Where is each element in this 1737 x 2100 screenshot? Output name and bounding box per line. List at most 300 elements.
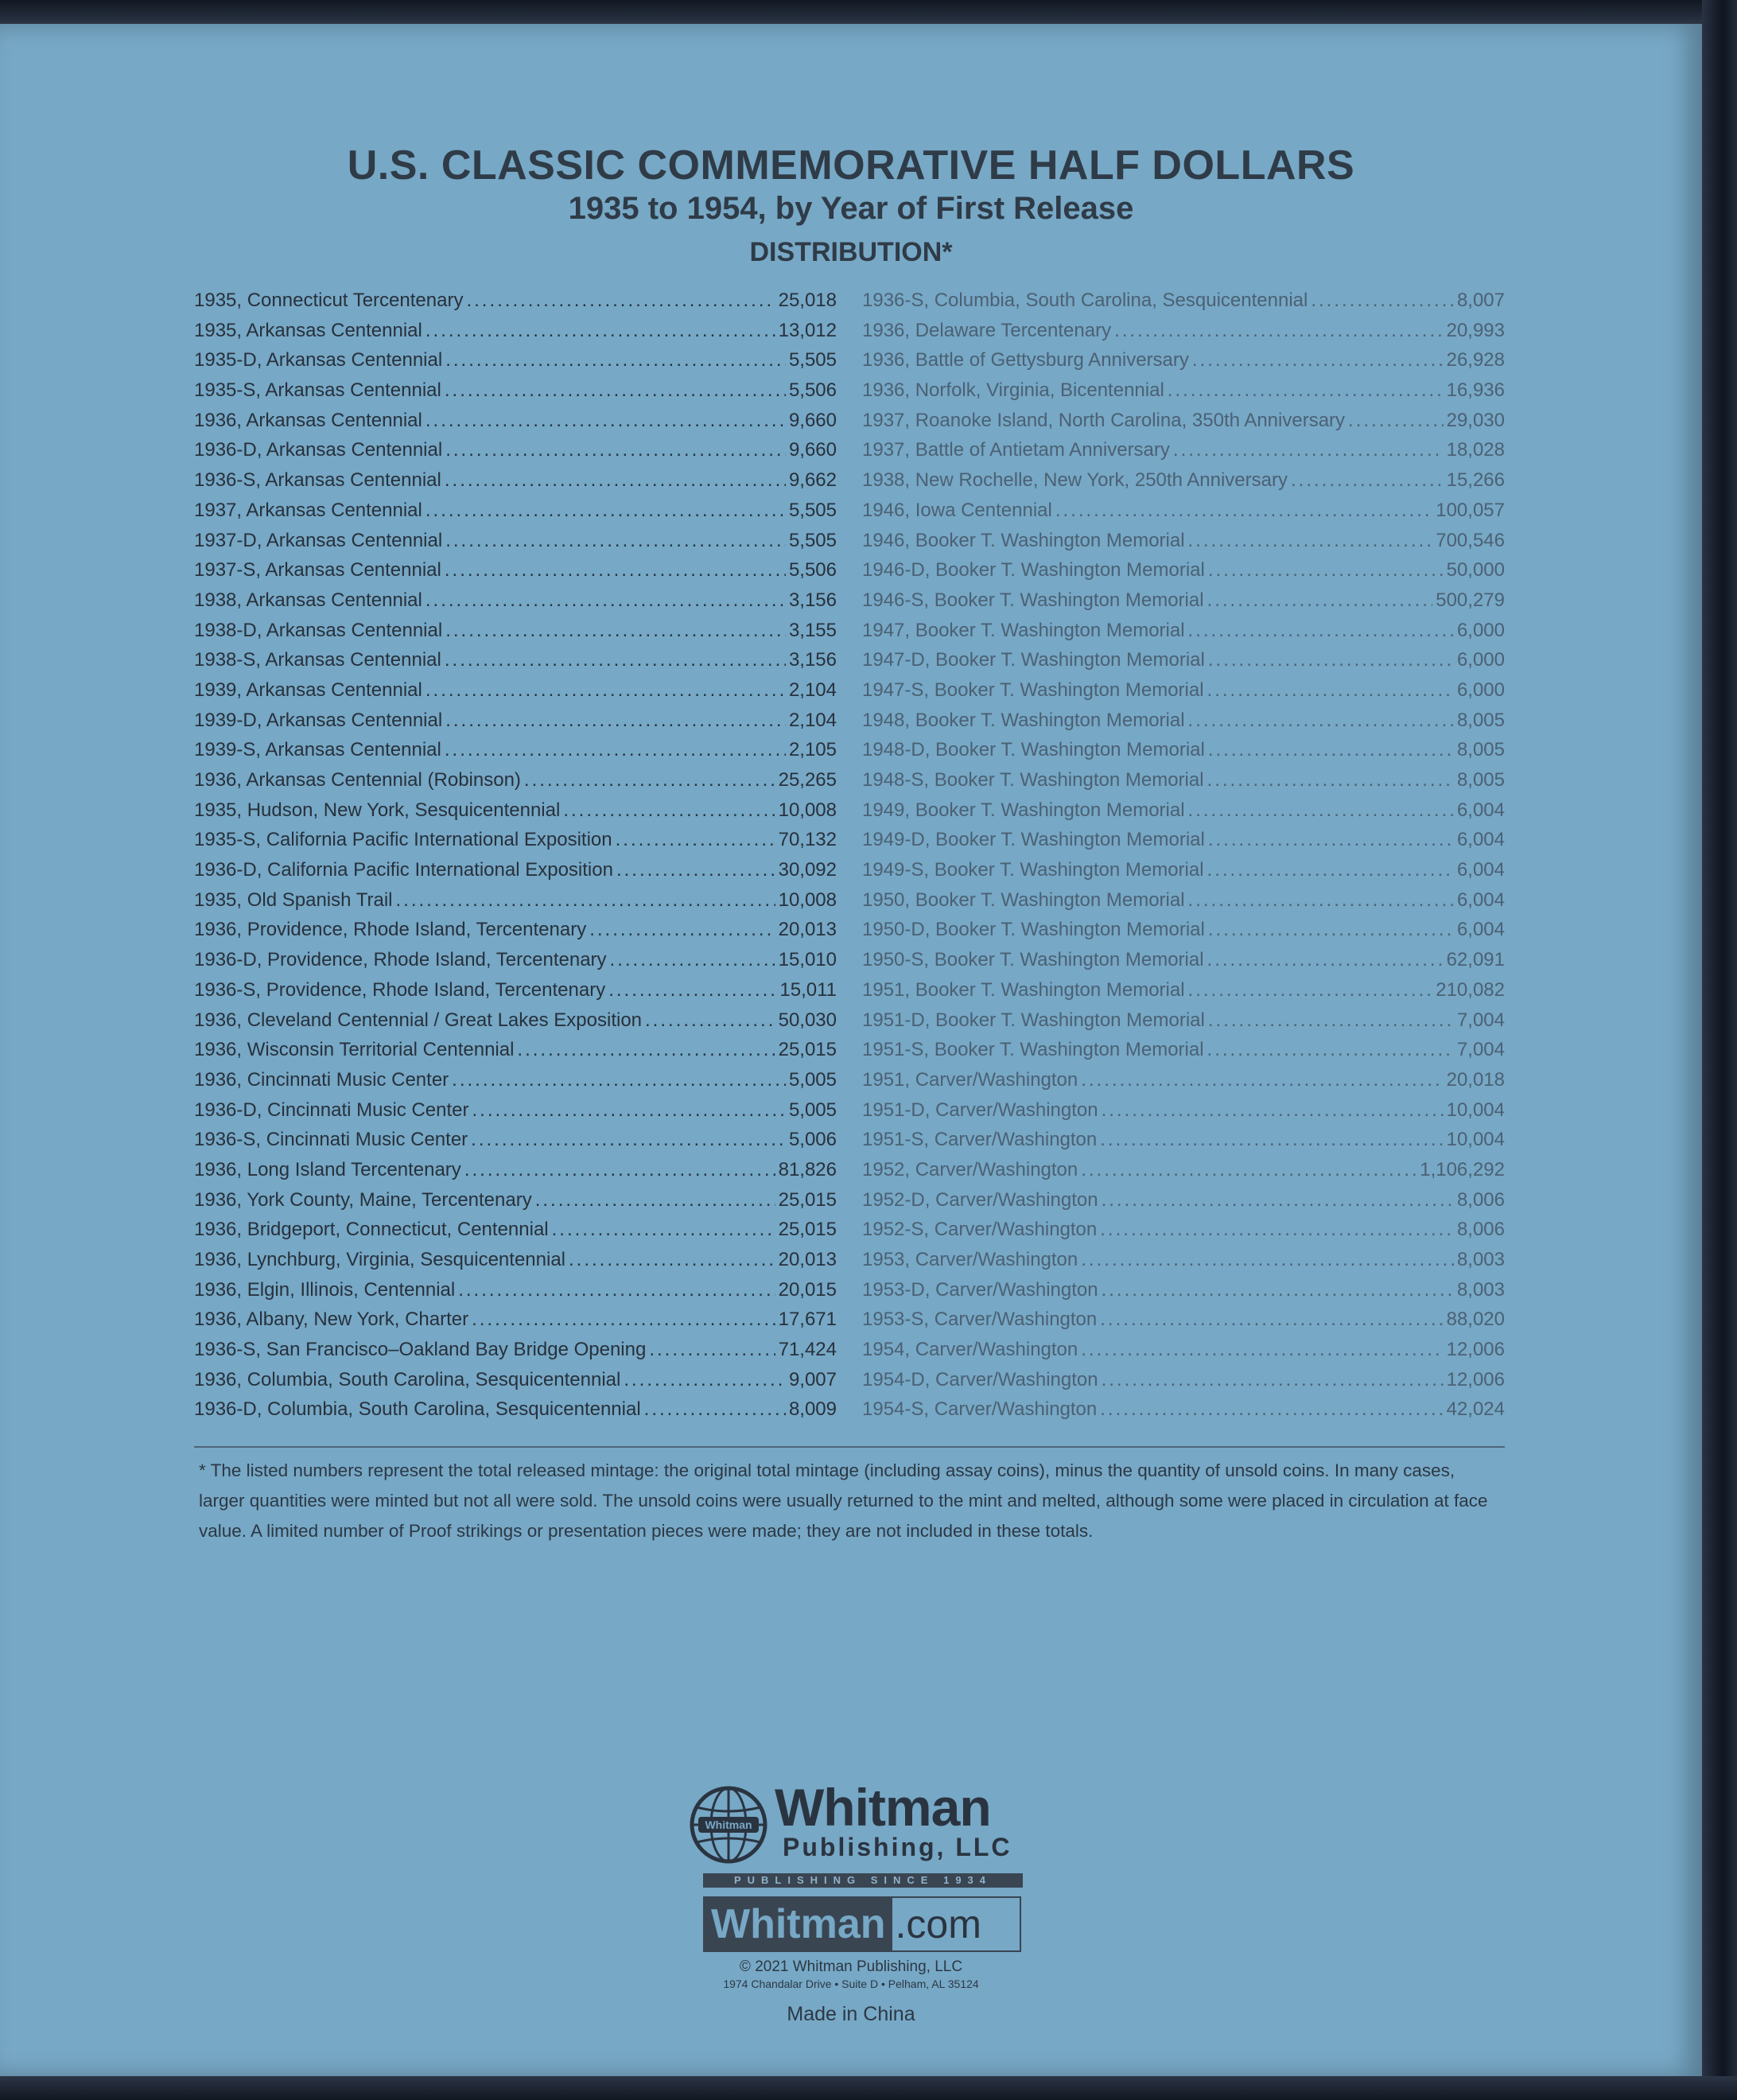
distribution-value: 500,279 — [1436, 589, 1505, 611]
dot-leader — [1208, 559, 1444, 581]
coin-issue-label: 1936-D, California Pacific International Exposition — [194, 859, 613, 881]
dot-leader — [1208, 919, 1454, 941]
distribution-row — [862, 1398, 1505, 1429]
coin-issue-label: 1937, Arkansas Centennial — [194, 499, 422, 521]
distribution-row — [862, 739, 1505, 769]
distribution-value: 5,505 — [788, 529, 837, 551]
distribution-value: 25,015 — [778, 1188, 837, 1211]
distribution-row — [194, 1219, 837, 1249]
page-title: U.S. CLASSIC COMMEMORATIVE HALF DOLLARS — [347, 142, 1355, 189]
coin-issue-label: 1938-S, Arkansas Centennial — [194, 649, 441, 671]
dot-leader — [1173, 439, 1444, 461]
distribution-row — [862, 1309, 1505, 1339]
distribution-row — [194, 679, 837, 710]
dot-leader — [1102, 1189, 1454, 1211]
coin-issue-label: 1935-S, Arkansas Centennial — [194, 379, 441, 402]
distribution-row — [194, 559, 837, 589]
coin-issue-label: 1937-S, Arkansas Centennial — [194, 559, 441, 581]
globe-icon — [689, 1785, 768, 1865]
distribution-row — [194, 949, 837, 979]
coin-issue-label: 1936, Columbia, South Carolina, Sesquicentennial — [194, 1368, 621, 1390]
coin-issue-label: 1952-S, Carver/Washington — [862, 1219, 1098, 1241]
coin-issue-label: 1947-S, Booker T. Washington Memorial — [862, 679, 1204, 701]
coin-issue-label: 1946-S, Booker T. Washington Memorial — [862, 589, 1204, 611]
distribution-row — [862, 410, 1505, 440]
distribution-value: 9,662 — [788, 469, 837, 492]
distribution-value: 2,104 — [788, 679, 837, 701]
distribution-row — [194, 919, 837, 949]
distribution-value: 6,000 — [1456, 679, 1505, 701]
dot-leader — [1207, 859, 1454, 881]
coin-issue-label: 1936-D, Providence, Rhode Island, Tercentenary — [194, 949, 607, 971]
distribution-row — [194, 1279, 837, 1309]
coin-issue-label: 1935, Arkansas Centennial — [194, 319, 422, 341]
coin-issue-label: 1936, Battle of Gettysburg Anniversary — [862, 349, 1189, 371]
distribution-row — [862, 1159, 1505, 1189]
dot-leader — [1081, 1159, 1416, 1181]
coin-issue-label: 1936, Long Island Tercentenary — [194, 1158, 461, 1180]
distribution-value: 1,106,292 — [1420, 1158, 1505, 1180]
distribution-value: 25,265 — [778, 769, 837, 791]
distribution-value: 8,006 — [1456, 1219, 1505, 1241]
coin-issue-label: 1938, Arkansas Centennial — [194, 589, 422, 611]
distribution-value: 3,156 — [788, 649, 837, 671]
distribution-value: 5,505 — [788, 499, 837, 521]
coin-issue-label: 1936, Wisconsin Territorial Centennial — [194, 1039, 515, 1061]
distribution-row — [194, 1398, 837, 1429]
distribution-row — [194, 589, 837, 620]
dot-leader — [445, 349, 786, 371]
website-tld: .com — [895, 1902, 981, 1946]
section-heading: DISTRIBUTION* — [749, 237, 953, 267]
dot-leader — [1188, 799, 1454, 822]
distribution-value: 50,000 — [1446, 559, 1505, 581]
distribution-row — [194, 1159, 837, 1189]
distribution-value: 6,004 — [1456, 859, 1505, 881]
dot-leader — [1188, 530, 1433, 552]
dot-leader — [445, 620, 786, 642]
dot-leader — [472, 1099, 785, 1122]
coin-issue-label: 1952, Carver/Washington — [862, 1158, 1078, 1180]
distribution-value: 18,028 — [1446, 439, 1505, 461]
distribution-value: 25,015 — [778, 1039, 837, 1061]
distribution-value: 3,156 — [788, 589, 837, 611]
dot-leader — [445, 559, 786, 581]
distribution-value: 15,266 — [1446, 469, 1505, 492]
distribution-value: 8,007 — [1456, 290, 1505, 311]
distribution-row — [862, 1249, 1505, 1279]
distribution-value: 5,005 — [788, 1068, 837, 1091]
dot-leader — [1102, 1279, 1454, 1301]
distribution-row — [194, 379, 837, 410]
distribution-row — [862, 589, 1505, 620]
distribution-row — [194, 1039, 837, 1069]
distribution-row — [194, 410, 837, 440]
dot-leader — [426, 410, 786, 432]
distribution-row — [194, 1189, 837, 1219]
distribution-row — [862, 769, 1505, 799]
dot-leader — [445, 530, 786, 552]
distribution-value: 100,057 — [1436, 499, 1505, 521]
distribution-value: 2,105 — [788, 739, 837, 761]
distribution-row — [862, 1189, 1505, 1219]
publisher-subtitle: Publishing, LLC — [783, 1833, 1012, 1861]
dot-leader — [395, 889, 775, 912]
coin-issue-label: 1953, Carver/Washington — [862, 1249, 1078, 1270]
dot-leader — [1207, 949, 1444, 971]
distribution-value: 700,546 — [1436, 529, 1505, 551]
distribution-row — [862, 1009, 1505, 1040]
distribution-row — [862, 1279, 1505, 1309]
dot-leader — [610, 949, 775, 971]
distribution-row — [194, 1099, 837, 1130]
coin-issue-label: 1939, Arkansas Centennial — [194, 679, 422, 701]
distribution-row — [862, 919, 1505, 949]
footnote-divider — [194, 1446, 1505, 1448]
coin-issue-label: 1936, Arkansas Centennial (Robinson) — [194, 769, 521, 791]
dot-leader — [426, 320, 775, 342]
coin-issue-label: 1936, Norfolk, Virginia, Bicentennial — [862, 379, 1164, 402]
dot-leader — [624, 1369, 786, 1391]
distribution-value: 6,004 — [1456, 889, 1505, 911]
distribution-value: 10,008 — [778, 799, 837, 821]
distribution-row — [862, 379, 1505, 410]
distribution-value: 10,008 — [778, 889, 837, 911]
coin-issue-label: 1951, Booker T. Washington Memorial — [862, 978, 1185, 1001]
distribution-row — [194, 500, 837, 530]
distribution-value: 15,010 — [778, 949, 837, 971]
coin-issue-label: 1937, Battle of Antietam Anniversary — [862, 439, 1170, 461]
coin-issue-label: 1946-D, Booker T. Washington Memorial — [862, 559, 1205, 581]
distribution-value: 9,660 — [788, 409, 837, 431]
footnote: * The listed numbers represent the total released mintage: the original total mintage (including assay coins), minus the quantity of unsold coins. In many cases, larger quantities were minted but not all were sold. The unsold coins were usually returned to the mint and melted, although some were placed in circulation at face value. A limited number of Proof strikings or presentation pieces were made; they are not included in these totals. — [199, 1460, 1488, 1541]
distribution-row — [194, 620, 837, 650]
dot-leader — [552, 1219, 775, 1241]
distribution-value: 6,004 — [1456, 919, 1505, 941]
coin-issue-label: 1937, Roanoke Island, North Carolina, 350th Anniversary — [862, 409, 1346, 431]
dot-leader — [466, 290, 775, 312]
coin-issue-label: 1938-D, Arkansas Centennial — [194, 619, 443, 641]
distribution-value: 5,505 — [788, 349, 837, 371]
coin-issue-label: 1936, Cincinnati Music Center — [194, 1068, 449, 1091]
dot-leader — [1207, 679, 1454, 702]
dot-leader — [445, 710, 786, 732]
coin-issue-label: 1935-S, California Pacific International Exposition — [194, 829, 612, 851]
distribution-value: 9,660 — [788, 439, 837, 461]
distribution-row — [194, 829, 837, 859]
coin-issue-label: 1951-S, Booker T. Washington Memorial — [862, 1039, 1204, 1061]
distribution-row — [862, 500, 1505, 530]
dot-leader — [1192, 349, 1444, 371]
dot-leader — [445, 649, 786, 671]
coin-issue-label: 1953-S, Carver/Washington — [862, 1309, 1098, 1331]
coin-issue-label: 1936-D, Arkansas Centennial — [194, 439, 443, 461]
distribution-row — [862, 679, 1505, 710]
dot-leader — [1114, 320, 1444, 342]
coin-issue-label: 1936-S, Providence, Rhode Island, Tercentenary — [194, 978, 606, 1001]
coin-issue-label: 1936, Cleveland Centennial / Great Lakes Exposition — [194, 1009, 643, 1031]
page-subtitle: 1935 to 1954, by Year of First Release — [568, 191, 1134, 226]
distribution-value: 71,424 — [778, 1339, 837, 1361]
distribution-row — [862, 290, 1505, 320]
distribution-value: 20,013 — [778, 1249, 837, 1270]
publisher-logo — [689, 1778, 1023, 1877]
dot-leader — [1055, 500, 1432, 522]
dot-leader — [1100, 1129, 1443, 1151]
copyright-text: © 2021 Whitman Publishing, LLC — [739, 1958, 963, 1975]
coin-issue-label: 1947-D, Booker T. Washington Memorial — [862, 649, 1205, 671]
website-brand: Whitman — [705, 1898, 892, 1950]
dot-leader — [1208, 739, 1454, 761]
coin-issue-label: 1953-D, Carver/Washington — [862, 1278, 1098, 1301]
distribution-value: 8,005 — [1456, 709, 1505, 731]
coin-issue-label: 1936, Providence, Rhode Island, Tercentenary — [194, 919, 587, 941]
distribution-row — [862, 320, 1505, 350]
dot-leader — [1291, 469, 1444, 492]
distribution-row — [862, 1069, 1505, 1099]
distribution-row — [862, 530, 1505, 560]
distribution-value: 20,018 — [1446, 1068, 1505, 1091]
dot-leader — [589, 919, 775, 941]
distribution-row — [194, 349, 837, 379]
coin-issue-label: 1951-D, Booker T. Washington Memorial — [862, 1009, 1205, 1031]
coin-issue-label: 1948-D, Booker T. Washington Memorial — [862, 739, 1205, 761]
coin-issue-label: 1954-D, Carver/Washington — [862, 1368, 1098, 1390]
coin-issue-label: 1954, Carver/Washington — [862, 1339, 1078, 1361]
coin-issue-label: 1936-D, Columbia, South Carolina, Sesquicentennial — [194, 1398, 641, 1421]
coin-issue-label: 1938, New Rochelle, New York, 250th Anniversary — [862, 469, 1288, 492]
coin-issue-label: 1947, Booker T. Washington Memorial — [862, 619, 1185, 641]
distribution-value: 26,928 — [1446, 349, 1505, 371]
coin-issue-label: 1951-S, Carver/Washington — [862, 1129, 1098, 1151]
website-badge — [703, 1896, 1021, 1952]
distribution-value: 29,030 — [1446, 409, 1505, 431]
coin-issue-label: 1950-D, Booker T. Washington Memorial — [862, 919, 1205, 941]
coin-issue-label: 1936-S, San Francisco–Oakland Bay Bridge Opening — [194, 1339, 647, 1361]
distribution-value: 7,004 — [1456, 1039, 1505, 1061]
distribution-value: 8,006 — [1456, 1188, 1505, 1211]
coin-issue-label: 1946, Iowa Centennial — [862, 499, 1052, 521]
dot-leader — [644, 1398, 786, 1421]
distribution-value: 8,009 — [788, 1398, 837, 1421]
dot-leader — [426, 679, 786, 702]
distribution-row — [862, 949, 1505, 979]
distribution-value: 25,018 — [778, 290, 837, 311]
dot-leader — [464, 1159, 775, 1181]
dot-leader — [1207, 769, 1454, 791]
coin-issue-label: 1954-S, Carver/Washington — [862, 1398, 1098, 1421]
distribution-row — [194, 1339, 837, 1369]
dot-leader — [452, 1069, 786, 1091]
distribution-row — [194, 320, 837, 350]
distribution-value: 20,015 — [778, 1278, 837, 1301]
coin-issue-label: 1952-D, Carver/Washington — [862, 1188, 1098, 1211]
binder-edge-top — [0, 0, 1737, 24]
coin-issue-label: 1935, Hudson, New York, Sesquicentennial — [194, 799, 561, 821]
distribution-row — [862, 349, 1505, 379]
coin-issue-label: 1935-D, Arkansas Centennial — [194, 349, 443, 371]
distribution-row — [194, 889, 837, 920]
dot-leader — [426, 500, 786, 522]
distribution-value: 6,000 — [1456, 619, 1505, 641]
dot-leader — [1100, 1309, 1443, 1331]
distribution-row — [194, 1069, 837, 1099]
distribution-row — [862, 1129, 1505, 1159]
dot-leader — [1081, 1249, 1454, 1271]
coin-issue-label: 1936, Arkansas Centennial — [194, 409, 422, 431]
distribution-row — [194, 649, 837, 679]
distribution-row — [194, 530, 837, 560]
distribution-value: 17,671 — [778, 1309, 837, 1331]
distribution-value: 8,005 — [1456, 739, 1505, 761]
coin-issue-label: 1936-S, Cincinnati Music Center — [194, 1129, 468, 1151]
distribution-value: 30,092 — [778, 859, 837, 881]
dot-leader — [1208, 1009, 1454, 1032]
distribution-value: 3,155 — [788, 619, 837, 641]
coin-issue-label: 1939-D, Arkansas Centennial — [194, 709, 443, 731]
distribution-row — [194, 290, 837, 320]
distribution-row — [194, 1249, 837, 1279]
distribution-row — [862, 1039, 1505, 1069]
distribution-value: 81,826 — [778, 1158, 837, 1180]
distribution-row — [862, 829, 1505, 859]
distribution-row — [194, 799, 837, 830]
dot-leader — [1208, 829, 1454, 851]
coin-issue-label: 1949-S, Booker T. Washington Memorial — [862, 859, 1204, 881]
distribution-row — [862, 799, 1505, 830]
made-in-text: Made in China — [787, 2003, 915, 2025]
distribution-value: 13,012 — [778, 319, 837, 341]
distribution-value: 88,020 — [1446, 1309, 1505, 1331]
coin-issue-label: 1951, Carver/Washington — [862, 1068, 1078, 1091]
dot-leader — [1207, 589, 1433, 612]
distribution-row — [194, 769, 837, 799]
distribution-list-right — [862, 290, 1505, 1429]
dot-leader — [1168, 379, 1444, 402]
coin-issue-label: 1950-S, Booker T. Washington Memorial — [862, 949, 1204, 971]
album-page — [0, 24, 1702, 2076]
distribution-row — [862, 1099, 1505, 1130]
globe-label: Whitman — [705, 1818, 752, 1831]
distribution-value: 6,004 — [1456, 799, 1505, 821]
dot-leader — [1100, 1219, 1454, 1241]
distribution-row — [194, 859, 837, 889]
coin-issue-label: 1936, Lynchburg, Virginia, Sesquicentennial — [194, 1249, 565, 1270]
distribution-row — [194, 1309, 837, 1339]
distribution-row — [862, 859, 1505, 889]
distribution-row — [194, 469, 837, 500]
distribution-row — [194, 1369, 837, 1399]
distribution-row — [862, 979, 1505, 1009]
distribution-value: 12,006 — [1446, 1368, 1505, 1390]
distribution-value: 5,005 — [788, 1099, 837, 1121]
coin-issue-label: 1935, Connecticut Tercentenary — [194, 290, 464, 311]
publisher-name: Whitman — [775, 1778, 991, 1837]
distribution-value: 8,003 — [1456, 1249, 1505, 1270]
dot-leader — [1348, 410, 1444, 432]
dot-leader — [524, 769, 775, 791]
dot-leader — [1081, 1069, 1443, 1091]
coin-issue-label: 1948-S, Booker T. Washington Memorial — [862, 769, 1204, 791]
distribution-row — [862, 649, 1505, 679]
coin-issue-label: 1950, Booker T. Washington Memorial — [862, 889, 1185, 911]
distribution-value: 6,004 — [1456, 829, 1505, 851]
dot-leader — [445, 379, 786, 402]
dot-leader — [1100, 1398, 1443, 1421]
publishing-since-bar: PUBLISHING SINCE 1934 — [703, 1873, 1023, 1888]
coin-issue-label: 1948, Booker T. Washington Memorial — [862, 709, 1185, 731]
coin-issue-label: 1936, Bridgeport, Connecticut, Centennial — [194, 1219, 549, 1241]
distribution-value: 42,024 — [1446, 1398, 1505, 1421]
distribution-row — [862, 710, 1505, 740]
distribution-row — [862, 620, 1505, 650]
coin-issue-label: 1946, Booker T. Washington Memorial — [862, 529, 1185, 551]
dot-leader — [569, 1249, 775, 1271]
distribution-value: 20,993 — [1446, 319, 1505, 341]
distribution-value: 8,003 — [1456, 1278, 1505, 1301]
dot-leader — [426, 589, 786, 612]
dot-leader — [445, 469, 786, 492]
distribution-row — [194, 710, 837, 740]
distribution-value: 12,006 — [1446, 1339, 1505, 1361]
distribution-row — [862, 1339, 1505, 1369]
coin-issue-label: 1949, Booker T. Washington Memorial — [862, 799, 1185, 821]
distribution-value: 2,104 — [788, 709, 837, 731]
distribution-list-left — [194, 290, 837, 1429]
distribution-value: 6,000 — [1456, 649, 1505, 671]
dot-leader — [458, 1279, 775, 1301]
dot-leader — [1188, 620, 1454, 642]
distribution-value: 7,004 — [1456, 1009, 1505, 1031]
distribution-value: 5,006 — [788, 1129, 837, 1151]
coin-issue-label: 1936, Delaware Tercentenary — [862, 319, 1112, 341]
dot-leader — [471, 1129, 786, 1151]
publisher-address: 1974 Chandalar Drive • Suite D • Pelham, AL 35124 — [723, 1978, 979, 1990]
dot-leader — [1188, 710, 1454, 732]
dot-leader — [1188, 889, 1454, 912]
binder-spine-right — [1702, 0, 1737, 2100]
coin-issue-label: 1936-D, Cincinnati Music Center — [194, 1099, 469, 1121]
distribution-row — [194, 739, 837, 769]
distribution-value: 210,082 — [1436, 978, 1505, 1001]
binder-edge-bottom — [0, 2076, 1737, 2100]
dot-leader — [1208, 649, 1454, 671]
distribution-value: 50,030 — [778, 1009, 837, 1031]
dot-leader — [517, 1039, 775, 1061]
distribution-value: 10,004 — [1446, 1099, 1505, 1121]
coin-issue-label: 1949-D, Booker T. Washington Memorial — [862, 829, 1205, 851]
distribution-value: 16,936 — [1446, 379, 1505, 402]
distribution-value: 8,005 — [1456, 769, 1505, 791]
coin-issue-label: 1936, Elgin, Illinois, Centennial — [194, 1278, 456, 1301]
dot-leader — [563, 799, 775, 822]
distribution-value: 5,506 — [788, 379, 837, 402]
distribution-row — [194, 979, 837, 1009]
distribution-value: 70,132 — [778, 829, 837, 851]
dot-leader — [1102, 1369, 1444, 1391]
distribution-row — [194, 1009, 837, 1040]
coin-issue-label: 1936, York County, Maine, Tercentenary — [194, 1188, 532, 1211]
distribution-row — [194, 1129, 837, 1159]
distribution-row — [862, 1219, 1505, 1249]
dot-leader — [1311, 290, 1454, 312]
coin-issue-label: 1939-S, Arkansas Centennial — [194, 739, 441, 761]
distribution-row — [862, 469, 1505, 500]
dot-leader — [1207, 1039, 1454, 1061]
coin-issue-label: 1951-D, Carver/Washington — [862, 1099, 1098, 1121]
dot-leader — [535, 1189, 775, 1211]
coin-issue-label: 1935, Old Spanish Trail — [194, 889, 393, 911]
